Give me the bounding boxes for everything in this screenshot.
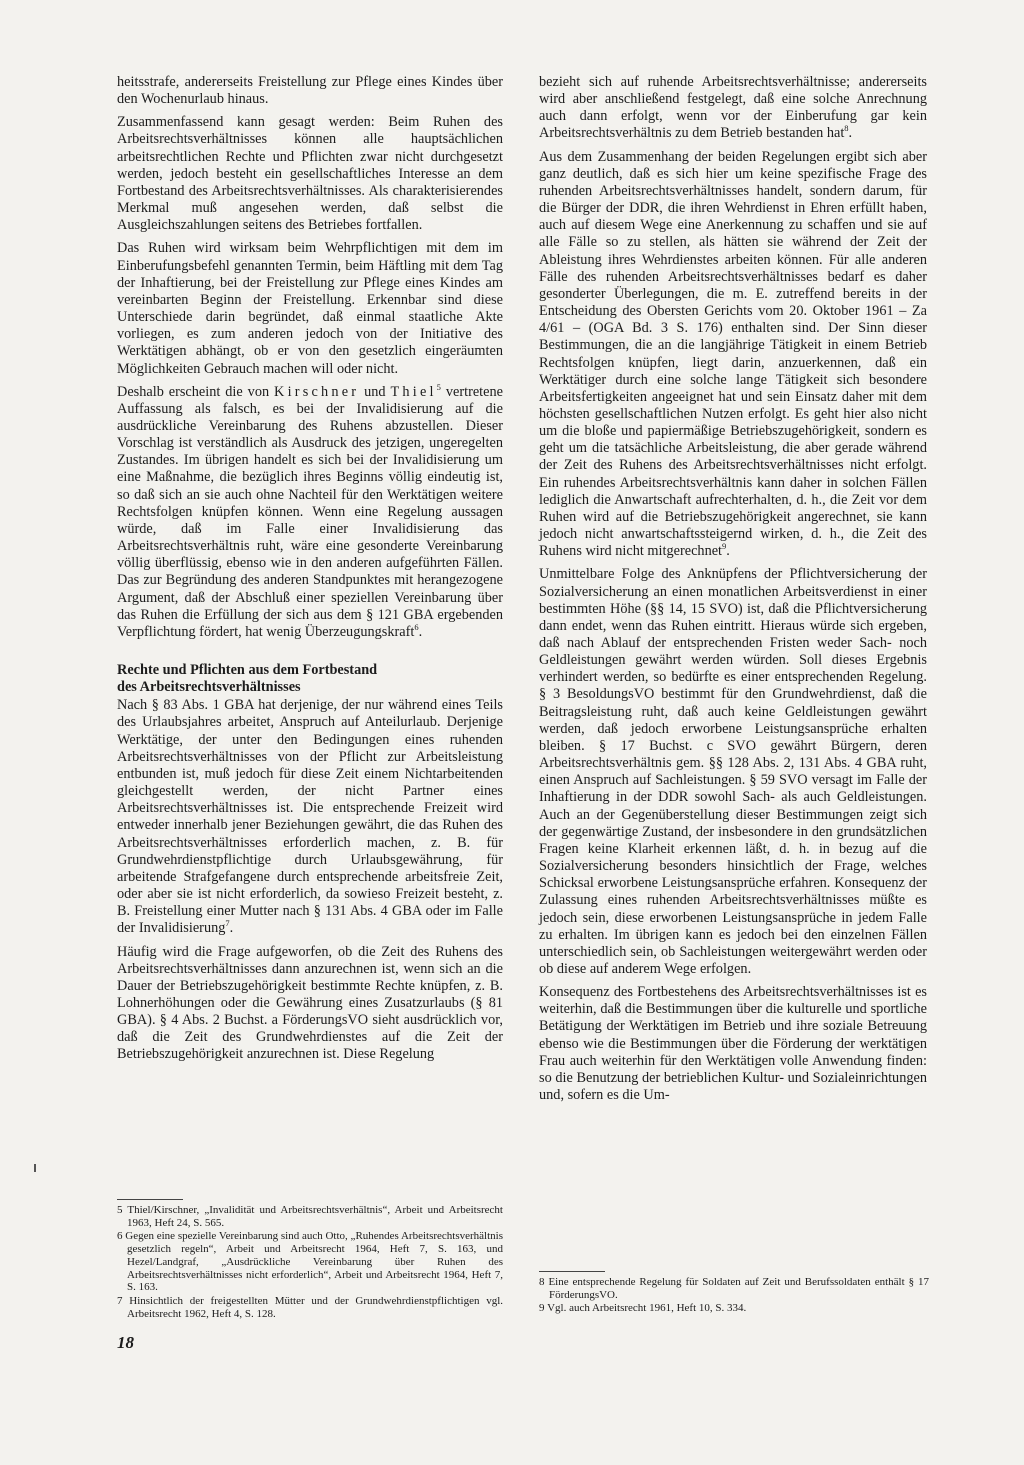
text-run: und (359, 383, 391, 400)
footnote-number: 9 (539, 1302, 545, 1315)
author-name: Thiel (390, 383, 437, 400)
footnotes-left (117, 1204, 503, 1321)
footnote-divider (539, 1271, 605, 1272)
section-heading (117, 662, 503, 696)
paragraph: heitsstrafe, andererseits Freistellung zur Pflege eines Kindes über den Wochenurlaub hinaus. (117, 74, 503, 108)
footnote-text: Vgl. auch Arbeitsrecht 1961, Heft 10, S. 334. (547, 1302, 747, 1315)
footnote (539, 1302, 929, 1315)
footnote-divider (117, 1199, 183, 1200)
footnote-number: 5 (117, 1204, 123, 1216)
footnote-ref: 9 (722, 541, 727, 552)
text-run: vertretene Auffassung als falsch, es bei der Invalidisierung auf die ausdrückliche Vereinbarung des Ruhens abzustellen. Dieser Vorschlag ist verständlich als Ausdruck des jetzigen, ungeregelten Zustandes. Im übrigen handelt es sich bei der Invalidisierung um eine Maßnahme, die bezüglich ihres Beginns völlig eindeutig ist, so daß sich an sie auch ohne Nachteil für den Werktätigen weitere Rechtsfolgen knüpfen können. Wenn eine Regelung aussagen würde, daß im Falle einer Invalidisierung das Arbeitsrechtsverhältnis ruht, wäre eine gesonderte Vereinbarung völlig überflüssig, ebenso wie in den anderen aufgeführten Fällen. Das zur Begründung des anderen Standpunktes mit herangezogene Argument, daß der Abschluß einer speziellen Vereinbarung über das Ruhen die Erfüllung der sich aus dem § 121 GBA ergebenden Verpflichtung fördert, hat wenig Überzeugungskraft (117, 383, 503, 640)
text-run: bezieht sich auf ruhende Arbeitsrechtsverhältnisse; andererseits wird aber anschließend festgelegt, daß eine solche Anrechnung auch dann erfolgt, wenn vor der Einberufung gar kein Arbeitsrechtsverhältnis zu dem Betrieb bestanden hat (539, 74, 927, 142)
footnote-text: Eine entsprechende Regelung für Soldaten auf Zeit und Berufssoldaten enthält § 17 FörderungsVO. (548, 1276, 930, 1301)
footnote-text: Thiel/Kirschner, „Invalidität und Arbeitsrechtsverhältnis“, Arbeit und Arbeitsrecht 1963, Heft 24, S. 565. (127, 1204, 503, 1229)
heading-line: Rechte und Pflichten aus dem Fortbestand (117, 662, 378, 678)
text-run: . (726, 543, 730, 560)
margin-mark (34, 1164, 36, 1172)
footnote-text: Gegen eine spezielle Vereinbarung sind auch Otto, „Ruhendes Arbeitsrechtsverhältnis gesetzlich regeln“, Arbeit und Arbeitsrecht 1964, Heft 7, S. 163, und Hezel/Landgraf, „Ausdrückliche Vereinbarung über Ruhen des Arbeitsrechtsverhältnisses nicht erforderlich“, Arbeit und Arbeitsrecht 1964, Heft 7, S. 163. (125, 1230, 504, 1294)
paragraph: Konsequenz des Fortbestehens des Arbeitsrechtsverhältnisses ist es weiterhin, daß die Bestimmungen über die kulturelle und sportliche Betätigung der Werktätigen im Betrieb und ihre soziale Betreuung ebenso wie die Bestimmungen über die Förderung der werktätigen Frau auch weiterhin für den Werktätigen volle Anwendung finden: so die Benutzung der betrieblichen Kultur- und Sozialeinrichtungen und, sofern es die Um- (539, 984, 927, 1104)
paragraph: Zusammenfassend kann gesagt werden: Beim Ruhen des Arbeitsrechtsverhältnisses können alle hauptsächlichen arbeitsrechtlichen Rechte und Pflichten zwar nicht durchgesetzt werden, jedoch besteht ein gesellschaftliches Interesse an dem Fortbestand des Arbeitsrechtsverhältnisses. Als charakterisierendes Merkmal muß angesehen werden, daß selbst die Ausgleichszahlungen seitens des Betriebes fortfallen. (117, 114, 503, 234)
footnote-ref: 5 (436, 381, 441, 392)
text-run: Nach § 83 Abs. 1 GBA hat derjenige, der nur während eines Teils des Urlaubsjahres arbeitet, Anspruch auf Anteilurlaub. Derjenige Werktätige, der unter den Bedingungen eines ruhenden Arbeitsrechtsverhältnisses von der Pflicht zur Arbeitsleistung entbunden ist, muß jedoch für diese Zeit einem Nichtarbeitenden gleichgestellt werden, der nicht Partner eines Arbeitsrechtsverhältnisses ist. Die entsprechende Freizeit wird entweder innerhalb jener Beziehungen gewährt, die das Ruhen des Arbeitsrechtsverhältnisses erforderlich machen, z. B. für Grundwehrdienstpflichtige durch Urlaubsgewährung, für arbeitende Strafgefangene durch entsprechende arbeitsfreie Zeit, oder aber sie ist nicht erforderlich, da sowieso Freizeit besteht, z. B. Freistellung einer Mutter nach § 131 Abs. 4 GBA oder im Falle der Invalidisierung (117, 697, 503, 937)
paragraph (117, 697, 503, 937)
paragraph (539, 74, 927, 143)
footnote-ref: 8 (844, 123, 849, 134)
paragraph: Unmittelbare Folge des Anknüpfens der Pflichtversicherung der Sozialversicherung an einen monatlichen Arbeitsverdienst in einer bestimmten Höhe (§§ 14, 15 SVO) ist, daß die Pflichtversicherung dann endet, wenn das Ruhen eintritt. Hieraus würde sich ergeben, daß nach Ablauf der entsprechenden Fristen weder Sach- noch Geldleistungen gewährt werden würden. Soll dieses Ergebnis verhindert werden, so bedürfte es einer entsprechenden Regelung. § 3 BesoldungsVO bestimmt für den Grundwehrdienst, daß die Beitragsleistung ruht, daß auch keine Geldleistungen gewährt werden, daß jedoch erworbene Leistungsansprüche erhalten bleiben. § 17 Buchst. c SVO gewährt Bürgern, deren Arbeitsrechtsverhältnis gem. §§ 128 Abs. 2, 131 Abs. 4 GBA ruht, einen Anspruch auf Sachleistungen. § 59 SVO versagt im Falle der Inhaftierung in der DDR sowohl Sach- als auch Geldleistungen. Auch an der Gegenüberstellung dieser Bestimmungen zeigt sich der gegenwärtige Zustand, der insbesondere in den grundsätzlichen Fragen keine Klarheit erkennen läßt, d. h. in bezug auf die Sozialversicherung besonders hinsichtlich der Frage, welches Schicksal erworbene Leistungsansprüche erfahren. Konsequenz der Zulassung eines ruhenden Arbeitsrechtsverhältnisses müßte es jedoch sein, diese erworbenen Leistungsansprüche in jedem Falle zu erhalten. Im übrigen kann es jedoch bei den einzelnen Fällen unterschiedlich sein, ob Sachleistungen weitergewährt werden oder ob diese auf anderem Wege erfolgen. (539, 566, 927, 977)
footnotes-right (539, 1276, 929, 1316)
paragraph: Das Ruhen wird wirksam beim Wehrpflichtigen mit dem im Einberufungsbefehl genannten Termin, beim Häftling mit dem Tag der Inhaftierung, bei der Freistellung zur Pflege eines Kindes am vereinbarten Beginn der Freistellung. Erkennbar sind diese Unterschiede darin begründet, daß einmal staatliche Akte vorliegen, es zum anderen jedoch von der Initiative des Werktätigen abhängt, ob er von den gesetzlich eingeräumten Möglichkeiten Gebrauch machen will oder nicht. (117, 240, 503, 377)
paragraph (117, 381, 503, 641)
footnote-number: 7 (117, 1294, 123, 1307)
footnote-number: 8 (539, 1276, 545, 1288)
footnote-number: 6 (117, 1230, 123, 1243)
author-name: Kirschner (274, 383, 360, 400)
text-run: Deshalb erscheint die von (117, 383, 275, 400)
footnote (117, 1204, 503, 1229)
paragraph: Häufig wird die Frage aufgeworfen, ob die Zeit des Ruhens des Arbeitsrechtsverhältnisses dann anzurechnen ist, wenn sich an die Dauer der Betriebszugehörigkeit bestimmte Rechte knüpfen, z. B. Lohnerhöhungen oder die Gewährung eines Zusatzurlaubs (§ 81 GBA). § 4 Abs. 2 Buchst. a FörderungsVO sieht ausdrücklich vor, daß die Zeit des Grundwehrdienstes auf die Zeit der Betriebszugehörigkeit anzurechnen ist. Diese Regelung (117, 943, 503, 1063)
footnote (539, 1276, 929, 1301)
footnote (117, 1295, 503, 1320)
paragraph (539, 149, 927, 561)
text-run: Aus dem Zusammenhang der beiden Regelungen ergibt sich aber ganz deutlich, daß es sich hier um keine spezifische Frage des ruhenden Arbeitsrechtsverhältnisses handelt, sondern darum, für die Bürger der DDR, die ihren Wehrdienst in Ehren erfüllt haben, auch auf diesem Wege eine Anerkennung zu schaffen und sie auf alle Fälle so zu stellen, als hätten sie während der Zeit der Ableistung ihres Wehrdienstes arbeiten können. Für alle anderen Fälle des ruhenden Arbeitsrechtsverhältnisses bedarf es daher gesonderter Überlegungen, die m. E. zutreffend bereits in der Entscheidung des Obersten Gerichts vom 20. Oktober 1961 – Za 4/61 – (OGA Bd. 3 S. 176) enthalten sind. Der Sinn dieser Bestimmungen, die an die langjährige Tätigkeit in einem Betrieb Rechtsfolgen knüpfen, liegt darin, anzuerkennen, daß ein Werktätiger durch eine solche lange Tätigkeit sich besondere Arbeitsfertigkeiten angeeignet hat und sein Einsatz daher mit dem höchsten gesellschaftlichen Nutzen erfolgt. Es geht hier also nicht um die bloße und papiermäßige Betriebszugehörigkeit, sondern es geht um die tatsächliche Arbeitsleistung, die aber gerade während der Zeit des Ruhens des Arbeitsrechtsverhältnisses nicht erfolgt. Ein ruhendes Arbeitsrechtsverhältnis kann daher in solchen Fällen lediglich die Anwartschaft aufrechterhalten, d. h., die Zeit vor dem Ruhen wird auf die Betriebszugehörigkeit angerechnet, sie kann jedoch nicht anwartschaftssteigernd wirken, d. h., die Zeit des Ruhens wird nicht mitgerechnet (539, 148, 927, 560)
footnote-text: Hinsichtlich der freigestellten Mütter und der Grundwehrdienstpflichtigen vgl. Arbeitsrecht 1962, Heft 4, S. 128. (127, 1294, 504, 1320)
text-run: . (418, 623, 423, 640)
text-run: . (229, 920, 234, 937)
text-run: . (848, 125, 853, 142)
footnote-ref: 6 (414, 621, 419, 632)
right-column (539, 74, 927, 1110)
footnote (117, 1230, 503, 1294)
heading-line: des Arbeitsrechtsverhältnisses (117, 679, 301, 696)
left-column (117, 74, 503, 1070)
footnote-ref: 7 (225, 918, 230, 929)
page-number: 18 (117, 1333, 134, 1352)
